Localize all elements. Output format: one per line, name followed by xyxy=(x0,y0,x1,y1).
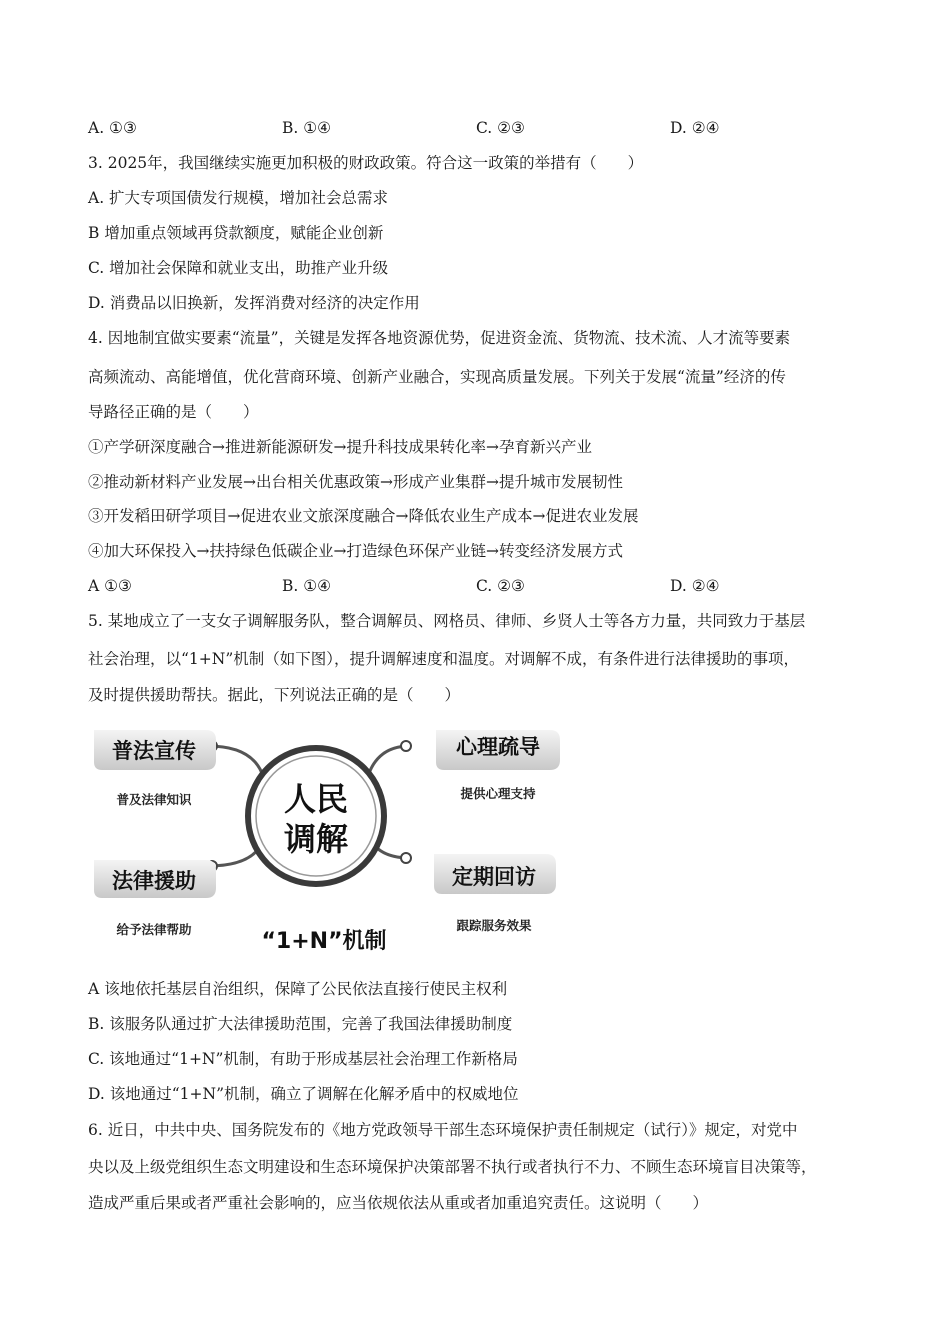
q2-option-d: D. ②④ xyxy=(670,119,720,137)
node-desc-pufa: 普及法律知识 xyxy=(116,792,192,807)
q2-option-a: A. ①③ xyxy=(88,119,137,137)
q2-option-c: C. ②③ xyxy=(476,119,525,137)
q3-option-b: B 增加重点领域再贷款额度，赋能企业创新 xyxy=(88,224,384,242)
node-dot-icon xyxy=(401,741,411,751)
q2-option-b: B. ①④ xyxy=(282,119,332,137)
center-text-line-2: 调解 xyxy=(283,820,349,858)
q4-stem-line-3: 导路径正确的是（ ） xyxy=(88,403,259,421)
node-title-pufa: 普法宣传 xyxy=(112,739,196,763)
node-title-huifang: 定期回访 xyxy=(452,865,536,889)
q5-option-d: D. 该地通过“1+N”机制，确立了调解在化解矛盾中的权威地位 xyxy=(88,1085,519,1103)
q4-option-d: D. ②④ xyxy=(670,577,720,595)
node-title-falv: 法律援助 xyxy=(112,869,196,893)
q6-stem-line-2: 央以及上级党组织生态文明建设和生态环境保护决策部署不执行或者执行不力、不顾生态环境盲目决策等， xyxy=(88,1158,817,1176)
mediation-diagram xyxy=(88,726,566,958)
q4-option-b: B. ①④ xyxy=(282,577,332,595)
q4-item-2: ②推动新材料产业发展→出台相关优惠政策→形成产业集群→提升城市发展韧性 xyxy=(88,473,623,491)
node-desc-xinli: 提供心理支持 xyxy=(460,786,536,801)
diagram-caption: “1+N”机制 xyxy=(261,929,387,954)
node-desc-falv: 给予法律帮助 xyxy=(116,922,192,937)
q5-stem-line-2: 社会治理，以“1+N”机制（如下图），提升调解速度和温度。对调解不成，有条件进行法律援助的事项， xyxy=(88,650,800,668)
q5-option-b: B. 该服务队通过扩大法律援助范围，完善了我国法律援助制度 xyxy=(88,1015,513,1033)
q5-stem-line-3: 及时提供援助帮扶。据此，下列说法正确的是（ ） xyxy=(88,686,461,704)
q5-option-a: A 该地依托基层自治组织，保障了公民依法直接行使民主权利 xyxy=(88,980,508,998)
q3-option-a: A. 扩大专项国债发行规模，增加社会总需求 xyxy=(88,189,389,207)
q4-item-3: ③开发稻田研学项目→促进农业文旅深度融合→降低农业生产成本→促进农业发展 xyxy=(88,507,639,525)
node-dot-icon xyxy=(401,853,411,863)
q3-stem: 3. 2025年，我国继续实施更加积极的财政政策。符合这一政策的举措有（ ） xyxy=(88,154,644,172)
q6-stem-line-3: 造成严重后果或者严重社会影响的，应当依规依法从重或者加重追究责任。这说明（ ） xyxy=(88,1194,709,1212)
q4-option-a: A ①③ xyxy=(88,577,132,595)
q3-option-d: D. 消费品以旧换新，发挥消费对经济的决定作用 xyxy=(88,294,420,312)
q5-stem-line-1: 5. 某地成立了一支女子调解服务队，整合调解员、网格员、律师、乡贤人士等各方力量，共同致力于基层 xyxy=(88,612,806,630)
q6-stem-line-1: 6. 近日，中共中央、国务院发布的《地方党政领导干部生态环境保护责任制规定（试行）》规定，对党中 xyxy=(88,1121,798,1139)
node-title-xinli: 心理疏导 xyxy=(456,735,540,759)
q4-option-c: C. ②③ xyxy=(476,577,525,595)
q4-stem-line-1: 4. 因地制宜做实要素“流量”，关键是发挥各地资源优势，促进资金流、货物流、技术流、人才流等要素 xyxy=(88,329,791,347)
node-desc-huifang: 跟踪服务效果 xyxy=(456,918,532,933)
q4-item-4: ④加大环保投入→扶持绿色低碳企业→打造绿色环保产业链→转变经济发展方式 xyxy=(88,542,623,560)
q4-stem-line-2: 高频流动、高能增值，优化营商环境、创新产业融合，实现高质量发展。下列关于发展“流量”经济的传 xyxy=(88,368,786,386)
q4-item-1: ①产学研深度融合→推进新能源研发→提升科技成果转化率→孕育新兴产业 xyxy=(88,438,592,456)
q3-option-c: C. 增加社会保障和就业支出，助推产业升级 xyxy=(88,259,389,277)
q5-option-c: C. 该地通过“1+N”机制，有助于形成基层社会治理工作新格局 xyxy=(88,1050,518,1068)
center-text-line-1: 人民 xyxy=(283,780,349,818)
